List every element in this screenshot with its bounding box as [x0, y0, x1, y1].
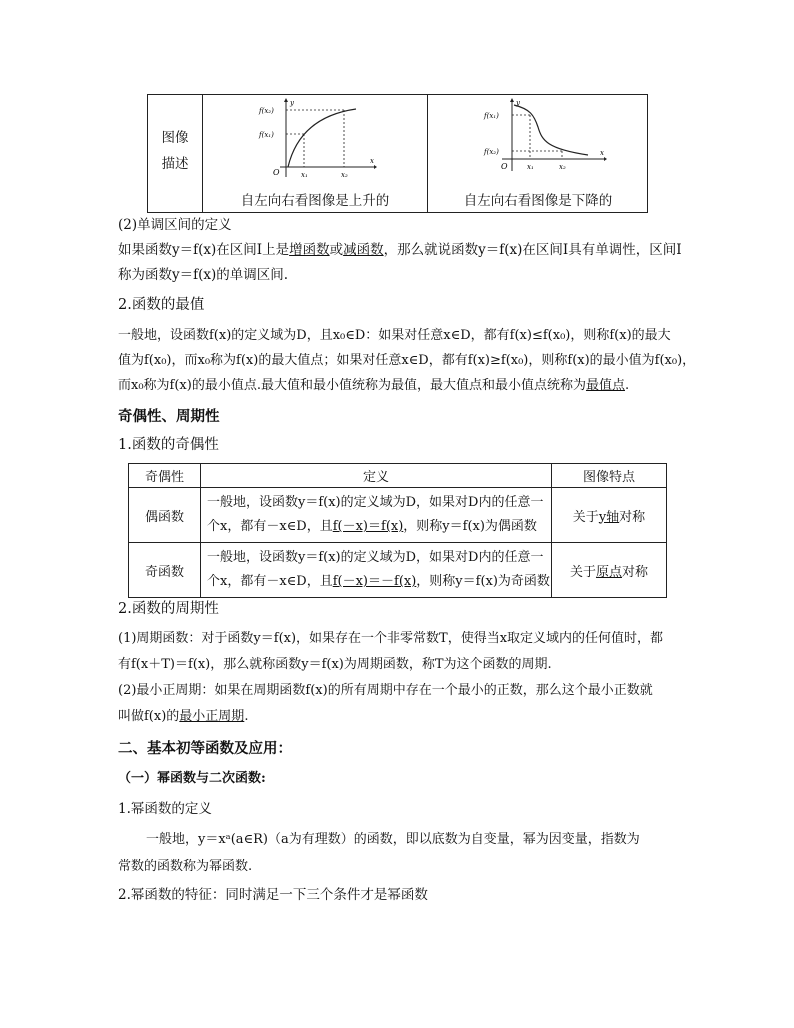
- paragraph-line: 一般地，y＝xᵃ(a∈R)（a为有理数）的函数，即以底数为自变量，幂为因变量，指数为: [146, 832, 640, 847]
- header-definition: 定义: [201, 464, 552, 488]
- section-title: (2)单调区间的定义: [118, 217, 232, 233]
- y-label-bottom: f(x₁): [259, 131, 274, 139]
- paragraph-line: 一般地，设函数f(x)的定义域为D，且x₀∈D：如果对任意x∈D，都有f(x)≤f(x₀)，则称f(x)的最大: [118, 328, 671, 343]
- sub-heading: （一）幂函数与二次函数:: [118, 771, 266, 786]
- paragraph-line: (1)周期函数：对于函数y＝f(x)，如果存在一个非零常数T，使得当x取定义域内的任何值时，都: [118, 631, 664, 646]
- increasing-caption: 自左向右看图像是上升的: [240, 193, 390, 209]
- x-label-1: x₁: [527, 163, 534, 171]
- section-title: 2.函数的周期性: [118, 601, 219, 617]
- paragraph-line: 而x₀称为f(x)的最小值点.最大值和最小值统称为最值，最大值点和最小值点统称为最值点.: [118, 378, 630, 393]
- x-label-2: x₂: [559, 163, 566, 171]
- x-label-1: x₁: [301, 171, 308, 179]
- even-name: 偶函数: [129, 488, 201, 543]
- x-axis-label: x: [370, 157, 374, 165]
- section-title: 2.函数的最值: [118, 297, 205, 313]
- monotonicity-table: [147, 94, 648, 213]
- odd-name: 奇函数: [129, 543, 201, 598]
- row-label: 图像 描述: [161, 130, 189, 172]
- paragraph-line: 常数的函数称为幂函数.: [118, 859, 253, 874]
- y-label-bottom: f(x₂): [484, 148, 499, 156]
- section-heading: 二、基本初等函数及应用：: [118, 740, 292, 757]
- section-title: 2.幂函数的特征：同时满足一下三个条件才是幂函数: [118, 887, 428, 903]
- section-title: 1.幂函数的定义: [118, 801, 212, 817]
- paragraph-line: 称为函数y＝f(x)的单调区间.: [118, 267, 289, 283]
- y-label-top: f(x₂): [259, 107, 274, 115]
- decreasing-graph: [478, 97, 608, 181]
- y-axis-label: y: [290, 99, 294, 107]
- x-label-2: x₂: [341, 171, 348, 179]
- header-parity: 奇偶性: [129, 464, 201, 488]
- increasing-graph: [256, 97, 378, 181]
- origin-label: O: [501, 162, 508, 171]
- paragraph-line: 值为f(x₀)，而x₀称为f(x)的最大值点；如果对任意x∈D，都有f(x)≥f(x₀)，则称f(x)的最小值为f(x₀)，: [118, 353, 696, 368]
- x-axis-label: x: [600, 149, 604, 157]
- decreasing-caption: 自左向右看图像是下降的: [463, 193, 613, 209]
- odd-definition: 一般地，设函数y＝f(x)的定义域为D，如果对D内的任意一 个x，都有－x∈D，且f(－x)＝－f(x)，则称y＝f(x)为奇函数: [201, 543, 552, 598]
- paragraph-line: 有f(x＋T)＝f(x)，那么就称函数y＝f(x)为周期函数，称T为这个函数的周期.: [118, 657, 552, 672]
- section-heading: 奇偶性、周期性: [118, 408, 220, 425]
- parity-table: [128, 463, 667, 598]
- header-feature: 图像特点: [552, 464, 667, 488]
- section-title: 1.函数的奇偶性: [118, 437, 219, 453]
- y-axis-label: y: [516, 99, 520, 107]
- even-feature: 关于y轴对称: [552, 488, 667, 543]
- even-definition: 一般地，设函数y＝f(x)的定义域为D，如果对D内的任意一 个x，都有－x∈D，且f(－x)＝f(x)，则称y＝f(x)为偶函数: [201, 488, 552, 543]
- paragraph-line: 叫做f(x)的最小正周期.: [118, 709, 249, 724]
- paragraph-line: 如果函数y＝f(x)在区间I上是增函数或减函数，那么就说函数y＝f(x)在区间I具有单调性，区间I: [118, 242, 682, 258]
- y-label-top: f(x₁): [484, 112, 499, 120]
- odd-feature: 关于原点对称: [552, 543, 667, 598]
- paragraph-line: (2)最小正周期：如果在周期函数f(x)的所有周期中存在一个最小的正数，那么这个最小正数就: [118, 683, 653, 698]
- origin-label: O: [273, 168, 280, 177]
